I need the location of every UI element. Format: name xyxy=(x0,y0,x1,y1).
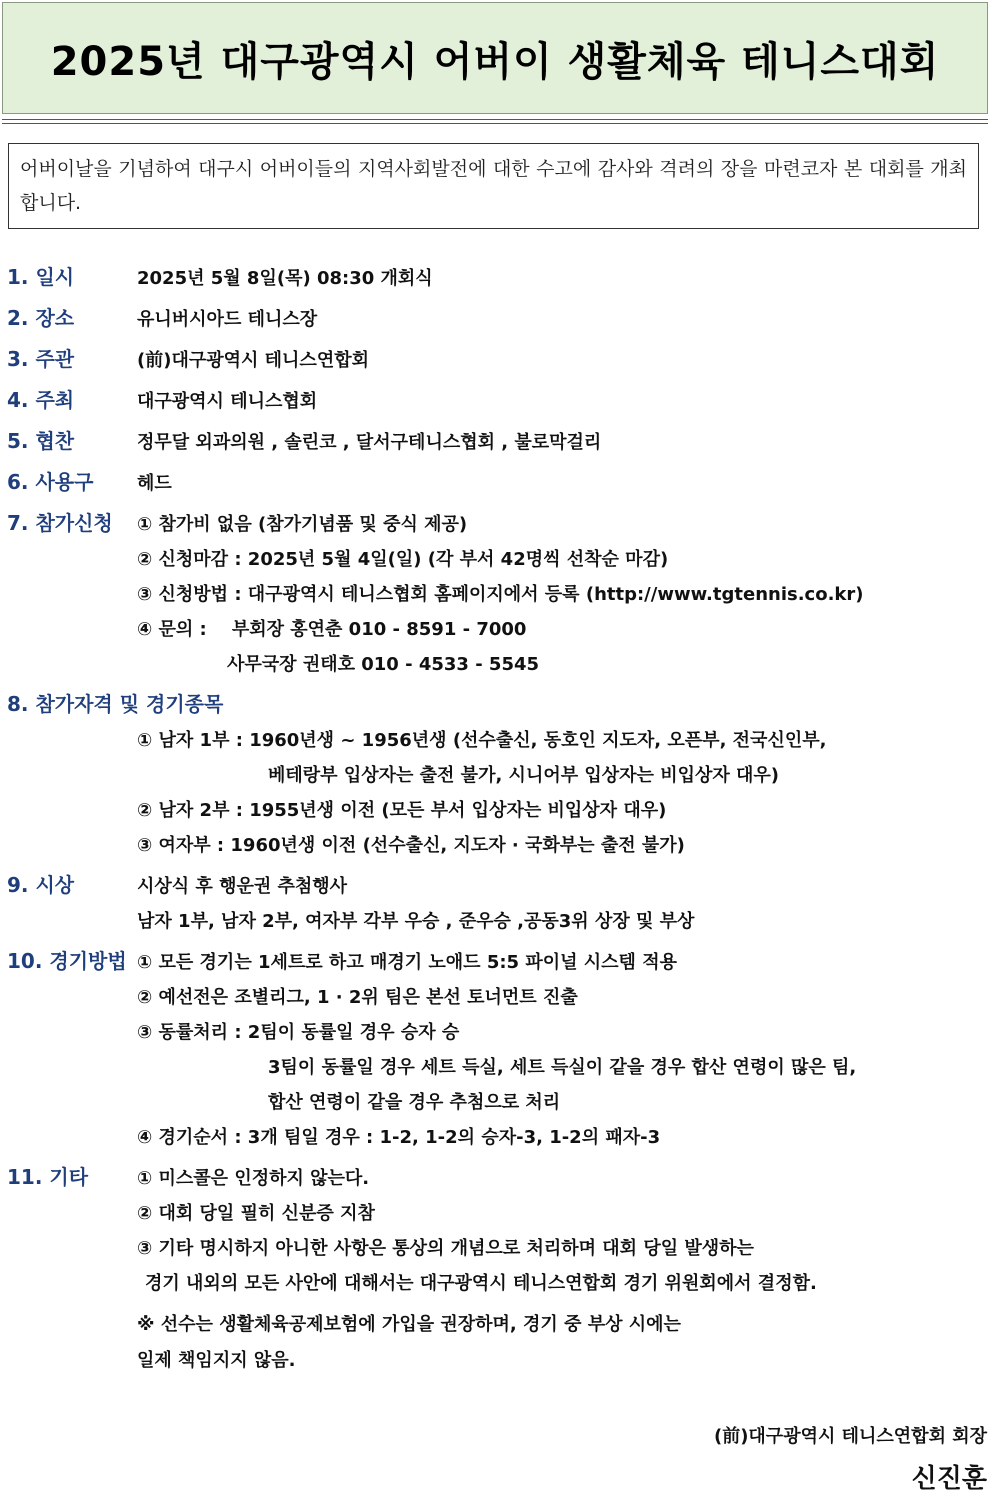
section-label-date: 1. 일시 xyxy=(7,265,75,289)
section-line: 3팀이 동률일 경우 세트 득실, 세트 득실이 같을 경우 합산 연령이 많은 팀, xyxy=(268,1057,857,1078)
section-line: ② 남자 2부 : 1955년생 이전 (모든 부서 입상자는 비입상자 대우) xyxy=(137,800,667,821)
section-line: ② 예선전은 조별리그, 1 · 2위 팀은 본선 토너먼트 진출 xyxy=(137,987,578,1008)
section-label-organizer: 3. 주관 xyxy=(7,347,75,371)
signature-name: 신진훈 xyxy=(911,1464,987,1494)
section-note: 일제 책임지지 않음. xyxy=(137,1350,296,1371)
section-label-sponsor: 5. 협찬 xyxy=(7,429,75,453)
section-line: (前)대구광역시 테니스연합회 xyxy=(137,350,369,371)
section-line: 경기 내외의 모든 사안에 대해서는 대구광역시 테니스연합회 경기 위원회에서 결정함. xyxy=(145,1273,817,1294)
section-label-etc: 11. 기타 xyxy=(7,1165,89,1189)
section-line: ④ 경기순서 : 3개 팀일 경우 : 1-2, 1-2의 승자-3, 1-2의 패자-3 xyxy=(137,1127,661,1148)
section-line: 합산 연령이 같을 경우 추첨으로 처리 xyxy=(268,1092,561,1113)
section-line: 시상식 후 행운권 추첨행사 xyxy=(137,876,348,897)
section-label-rules: 10. 경기방법 xyxy=(7,949,127,973)
section-line: 유니버시아드 테니스장 xyxy=(137,309,318,330)
signature-org: (前)대구광역시 테니스연합회 회장 xyxy=(713,1426,987,1447)
section-label-registration: 7. 참가신청 xyxy=(7,511,113,535)
section-line: ① 참가비 없음 (참가기념품 및 중식 제공) xyxy=(137,514,468,535)
section-line: ② 대회 당일 필히 신분증 지참 xyxy=(137,1203,375,1224)
section-label-host: 4. 주최 xyxy=(7,388,75,412)
section-line: ① 미스콜은 인정하지 않는다. xyxy=(137,1168,370,1189)
section-line: ④ 문의 : 부회장 홍연춘 010 - 8591 - 7000 xyxy=(137,619,527,640)
section-line: ② 신청마감 : 2025년 5월 4일(일) (각 부서 42명씩 선착순 마감) xyxy=(137,549,669,570)
section-line: ③ 동률처리 : 2팀이 동률일 경우 승자 승 xyxy=(137,1022,460,1043)
section-line: 헤드 xyxy=(137,473,172,494)
section-line: ① 모든 경기는 1세트로 하고 매경기 노애드 5:5 파이널 시스템 적용 xyxy=(137,952,677,973)
section-line: 2025년 5월 8일(목) 08:30 개회식 xyxy=(137,268,433,289)
section-label-venue: 2. 장소 xyxy=(7,306,75,330)
section-line: ③ 신청방법 : 대구광역시 테니스협회 홈페이지에서 등록 (http://www.tgtennis.co.kr) xyxy=(137,584,864,605)
page-title: 2025년 대구광역시 어버이 생활체육 테니스대회 xyxy=(50,38,940,85)
section-label-eligibility: 8. 참가자격 및 경기종목 xyxy=(7,692,224,716)
section-label-ball: 6. 사용구 xyxy=(7,470,94,494)
intro-box: 어버이날을 기념하여 대구시 어버이들의 지역사회발전에 대한 수고에 감사와 격려의 장을 마련코자 본 대회를 개최합니다. xyxy=(8,143,979,229)
section-line: 대구광역시 테니스협회 xyxy=(137,391,318,412)
section-line: ① 남자 1부 : 1960년생 ~ 1956년생 (선수출신, 동호인 지도자, 오픈부, 전국신인부, xyxy=(137,730,827,751)
section-note: ※ 선수는 생활체육공제보험에 가입을 권장하며, 경기 중 부상 시에는 xyxy=(137,1314,681,1335)
section-label-awards: 9. 시상 xyxy=(7,873,75,897)
section-line: 베테랑부 입상자는 출전 불가, 시니어부 입상자는 비입상자 대우) xyxy=(268,765,780,786)
section-line: ③ 기타 명시하지 아니한 사항은 통상의 개념으로 처리하며 대회 당일 발생하는 xyxy=(137,1238,754,1259)
divider-line xyxy=(2,119,988,120)
section-line: 사무국장 권태호 010 - 4533 - 5545 xyxy=(227,654,540,675)
section-line: 정무달 외과의원 , 솔린코 , 달서구테니스협회 , 불로막걸리 xyxy=(137,432,602,453)
section-line: 남자 1부, 남자 2부, 여자부 각부 우승 , 준우승 ,공동3위 상장 및 부상 xyxy=(137,911,695,932)
title-banner xyxy=(2,2,988,114)
section-line: ③ 여자부 : 1960년생 이전 (선수출신, 지도자 · 국화부는 출전 불가) xyxy=(137,835,685,856)
divider-line xyxy=(2,123,988,124)
